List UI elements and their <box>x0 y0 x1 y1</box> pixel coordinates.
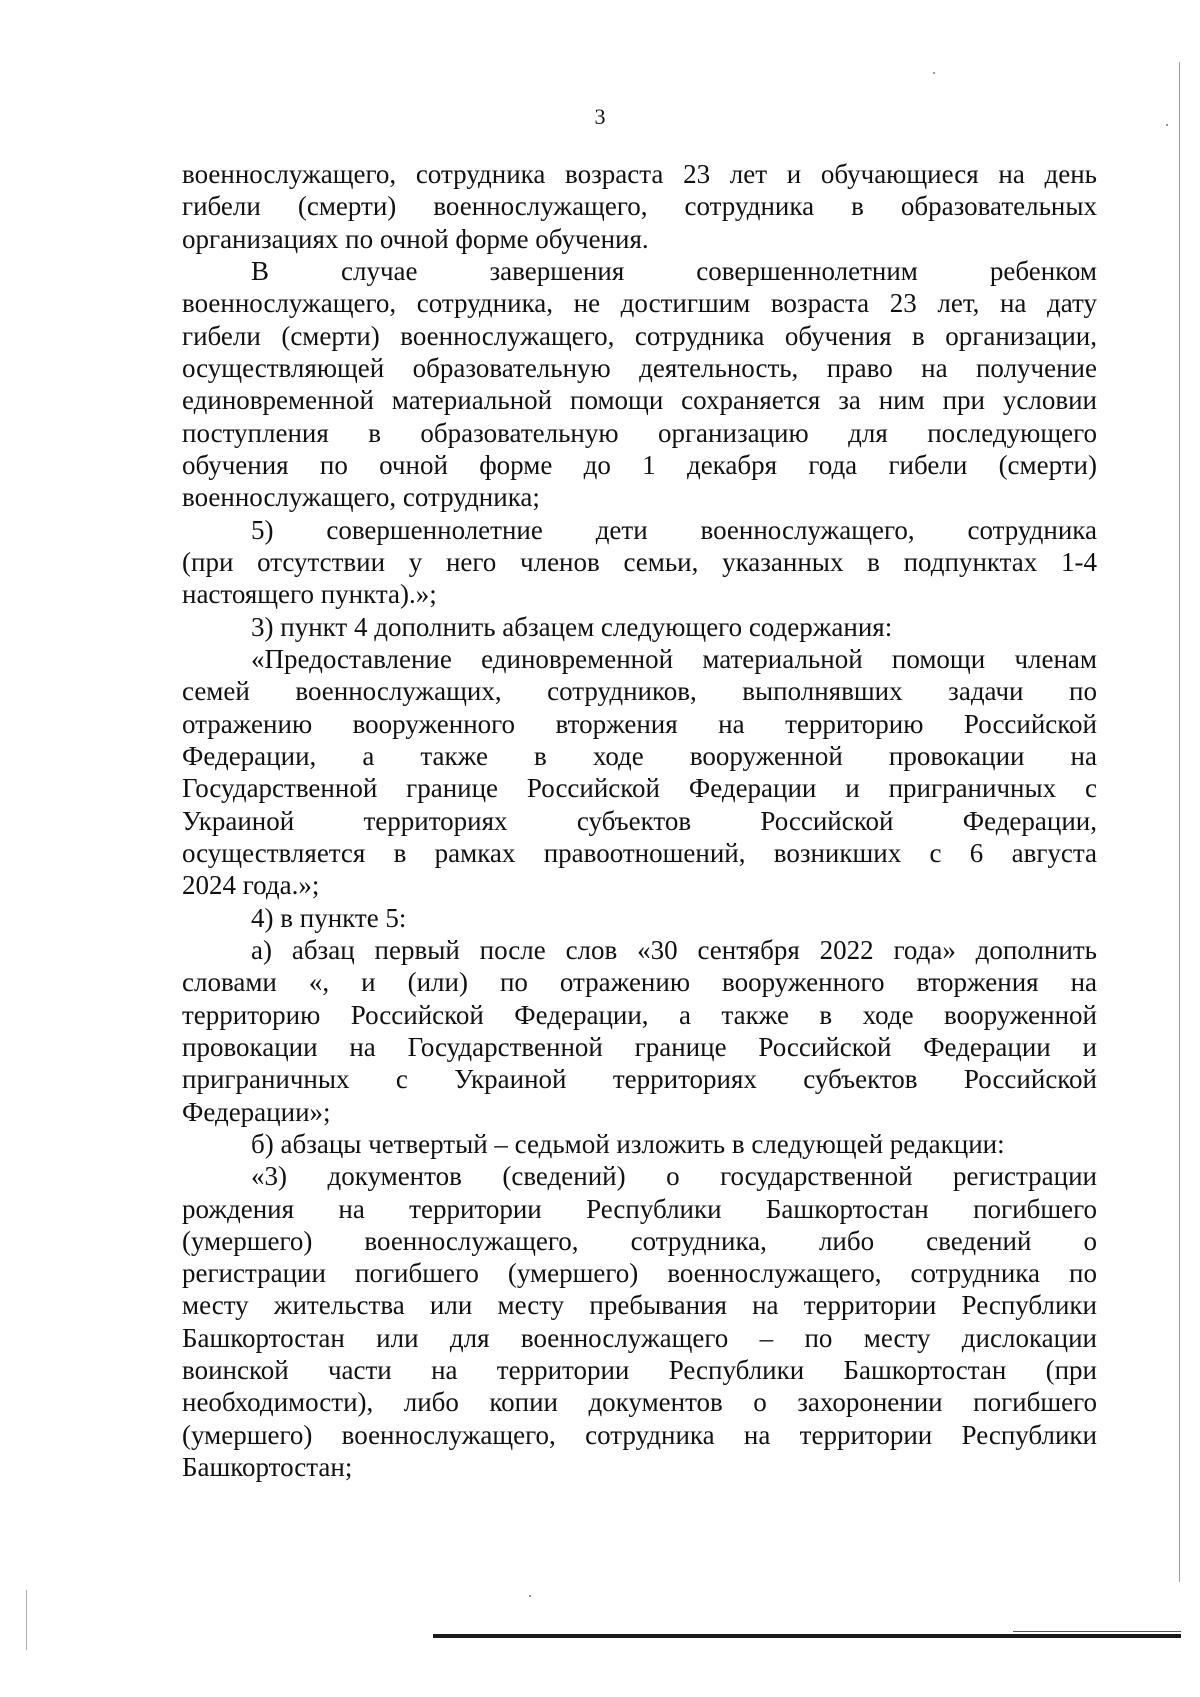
text-line: гибели (смерти) военнослужащего, сотрудника обучения в организации, <box>182 320 1097 351</box>
text-line: военнослужащего, сотрудника возраста 23 лет и обучающиеся на день <box>182 159 1097 189</box>
text-line: 2024 года.»; <box>182 870 320 901</box>
text-line: военнослужащего, сотрудника; <box>182 482 540 513</box>
page-number: 3 <box>594 104 606 129</box>
text-line: месту жительства или месту пребывания на территории Республики <box>182 1290 1097 1321</box>
text-line: необходимости), либо копии документов о захоронении погибшего <box>182 1387 1097 1418</box>
text-line: а) абзац первый после слов «30 сентября 2022 года» дополнить <box>251 934 1097 965</box>
text-line: воинской части на территории Республики Башкортостан (при <box>182 1355 1097 1386</box>
text-line: семей военнослужащих, сотрудников, выполнявших задачи по <box>182 676 1097 707</box>
text-line: Государственной границе Российской Федерации и приграничных с <box>182 773 1097 804</box>
text-line: военнослужащего, сотрудника, не достигшим возраста 23 лет, на дату <box>182 288 1097 319</box>
text-line: «Предоставление единовременной материальной помощи членам <box>251 643 1097 674</box>
text-line: 3) пункт 4 дополнить абзацем следующего содержания: <box>251 611 893 642</box>
scan-edge-right <box>1179 62 1180 1582</box>
text-line: приграничных с Украиной территориях субъектов Российской <box>182 1064 1097 1095</box>
scan-bottom-bar <box>433 1634 1181 1638</box>
text-line: Федерации»; <box>182 1096 331 1127</box>
text-line: словами «, и (или) по отражению вооруженного вторжения на <box>182 967 1097 998</box>
scan-speck <box>933 72 935 74</box>
text-line: настоящего пункта).»; <box>182 579 437 610</box>
scan-speck <box>1166 124 1168 126</box>
text-line: б) абзацы четвертый – седьмой изложить в следующей редакции: <box>251 1128 1005 1159</box>
text-line: провокации на Государственной границе Российской Федерации и <box>182 1031 1097 1062</box>
scan-edge-left <box>26 1590 27 1650</box>
text-line: Башкортостан или для военнослужащего – по месту дислокации <box>182 1322 1097 1353</box>
text-line: территорию Российской Федерации, а также в ходе вооруженной <box>182 999 1097 1030</box>
text-line: поступления в образовательную организацию для последующего <box>182 417 1097 448</box>
text-line: (умершего) военнослужащего, сотрудника, либо сведений о <box>182 1225 1097 1256</box>
text-line: гибели (смерти) военнослужащего, сотрудника в образовательных <box>182 191 1097 222</box>
text-line: Башкортостан; <box>182 1452 353 1483</box>
text-line: Федерации, а также в ходе вооруженной провокации на <box>182 740 1097 771</box>
text-line: обучения по очной форме до 1 декабря года гибели (смерти) <box>182 449 1097 480</box>
document-body <box>182 158 1097 1483</box>
text-line: рождения на территории Республики Башкортостан погибшего <box>182 1193 1097 1224</box>
text-line: организациях по очной форме обучения. <box>182 223 649 254</box>
text-line: осуществляется в рамках правоотношений, возникших с 6 августа <box>182 837 1097 868</box>
text-line: (умершего) военнослужащего, сотрудника на территории Республики <box>182 1419 1097 1450</box>
text-line: (при отсутствии у него членов семьи, указанных в подпунктах 1-4 <box>182 546 1097 577</box>
text-line: 5) совершеннолетние дети военнослужащего, сотрудника <box>251 514 1097 545</box>
text-line: отражению вооруженного вторжения на территорию Российской <box>182 708 1097 739</box>
scan-speck <box>529 1595 531 1597</box>
text-line: «3) документов (сведений) о государственной регистрации <box>251 1161 1097 1192</box>
text-line: единовременной материальной помощи сохраняется за ним при условии <box>182 385 1097 416</box>
text-line: В случае завершения совершеннолетним ребенком <box>251 255 1097 286</box>
text-line: Украиной территориях субъектов Российской Федерации, <box>182 805 1097 836</box>
text-line: осуществляющей образовательную деятельность, право на получение <box>182 352 1097 383</box>
text-line: 4) в пункте 5: <box>251 902 407 933</box>
text-line: регистрации погибшего (умершего) военнослужащего, сотрудника по <box>182 1258 1097 1289</box>
scan-bottom-line <box>1013 1631 1181 1632</box>
